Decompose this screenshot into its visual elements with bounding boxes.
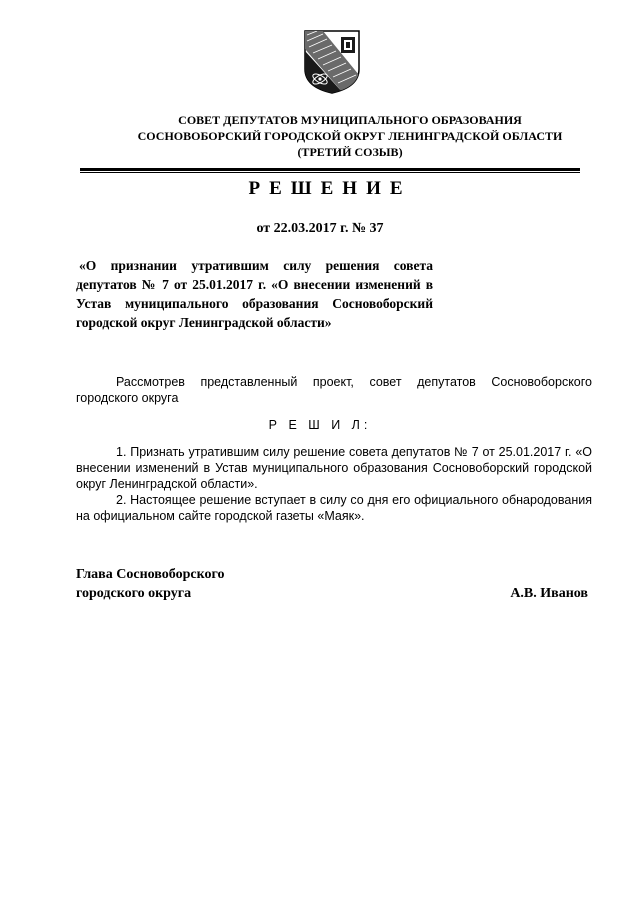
- decision-title: РЕШЕНИЕ: [248, 178, 412, 199]
- decision-date-number: от 22.03.2017 г. № 37: [256, 221, 384, 236]
- council-line-2: СОСНОВОБОРСКИЙ ГОРОДСКОЙ ОКРУГ ЛЕНИНГРАДСКОЙ ОБЛАСТИ: [137, 129, 563, 143]
- intro-paragraph: Рассмотрев представленный проект, совет депутатов Сосновоборского городского округа: [76, 375, 592, 405]
- signatory-position-line-2: городского округа: [76, 586, 192, 601]
- decision-subject: «О признании утратившим силу решения совета депутатов № 7 от 25.01.2017 г. «О внесении изменений в Устав муниципального образования Сосновоборский городской округ Ленинградской области»: [76, 258, 433, 330]
- signatory-position: [76, 565, 224, 603]
- header-divider-thin: [80, 172, 580, 173]
- resolved-heading: Р Е Ш И Л:: [268, 418, 372, 432]
- resolution-item-2: 2. Настоящее решение вступает в силу со дня его официального обнародования на официальном сайте городской газеты «Маяк».: [76, 493, 592, 523]
- signatory-name: А.В. Иванов: [510, 586, 588, 601]
- convocation-line: (ТРЕТИЙ СОЗЫВ): [297, 145, 403, 159]
- council-line-1: СОВЕТ ДЕПУТАТОВ МУНИЦИПАЛЬНОГО ОБРАЗОВАНИЯ: [178, 113, 522, 127]
- signatory-position-line-1: Глава Сосновоборского: [76, 567, 225, 582]
- coat-of-arms-icon: [303, 29, 361, 95]
- resolution-items: [76, 444, 592, 524]
- resolution-item-1: 1. Признать утратившим силу решение совета депутатов № 7 от 25.01.2017 г. «О внесении изменений в Устав муниципального образования Сосновоборский городской округ Ленинградской области».: [76, 445, 592, 491]
- council-header: [60, 112, 640, 160]
- header-divider-thick: [80, 168, 580, 171]
